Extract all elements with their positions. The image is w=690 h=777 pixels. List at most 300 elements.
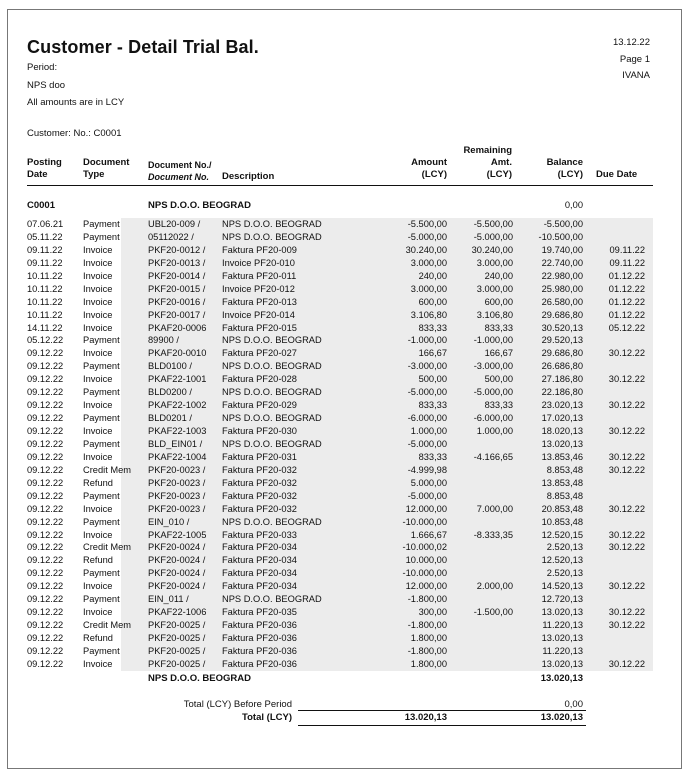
entry-document-type: Invoice xyxy=(83,270,113,281)
table-row xyxy=(27,412,653,425)
entry-amount: 1.000,00 xyxy=(410,426,447,436)
entry-remaining-amount: 7.000,00 xyxy=(476,503,513,514)
entry-description: NPS D.O.O. BEOGRAD xyxy=(222,335,322,346)
entry-description: Faktura PF20-031 xyxy=(222,451,297,462)
entry-description: Invoice PF20-010 xyxy=(222,257,295,268)
table-row xyxy=(27,580,653,593)
entry-document-type: Invoice xyxy=(83,296,113,307)
entry-balance: 12.520,13 xyxy=(541,555,583,566)
entry-amount: -5.000,00 xyxy=(407,231,447,242)
entry-posting-date: 09.12.22 xyxy=(27,581,64,592)
entry-document-no: PKAF20-0006 xyxy=(148,322,207,333)
entry-amount: 833,33 xyxy=(418,451,447,462)
entry-balance: 13.020,13 xyxy=(541,438,583,449)
entry-document-no: PKAF22-1003 xyxy=(148,426,207,436)
entry-amount: 3.000,00 xyxy=(410,283,447,294)
entry-amount: -1.800,00 xyxy=(407,620,447,631)
entry-remaining-amount: 833,33 xyxy=(484,322,513,333)
entry-balance: 26.580,00 xyxy=(541,296,583,307)
entry-balance: 29.520,13 xyxy=(541,335,583,346)
entry-due-date: 05.12.22 xyxy=(608,322,645,333)
entry-amount: 3.000,00 xyxy=(410,257,447,268)
entry-document-no: PKF20-0017 / xyxy=(148,309,206,320)
entry-posting-date: 09.12.22 xyxy=(27,555,64,566)
customer-total-name: NPS D.O.O. BEOGRAD xyxy=(148,673,251,684)
entry-posting-date: 09.12.22 xyxy=(27,451,64,462)
entry-description: Faktura PF20-034 xyxy=(222,555,297,566)
entry-posting-date: 09.12.22 xyxy=(27,633,64,643)
entry-document-type: Payment xyxy=(83,516,120,527)
table-row xyxy=(27,438,653,451)
entry-document-no: PKAF22-1004 xyxy=(148,451,207,462)
entry-posting-date: 09.12.22 xyxy=(27,413,64,424)
entry-posting-date: 09.12.22 xyxy=(27,529,64,540)
entry-balance: 10.853,48 xyxy=(541,516,583,527)
table-row xyxy=(27,322,653,335)
entry-description: Faktura PF20-036 xyxy=(222,620,297,631)
entry-description: NPS D.O.O. BEOGRAD xyxy=(222,231,322,242)
entry-document-type: Refund xyxy=(83,555,113,566)
table-row xyxy=(27,645,653,658)
entry-due-date: 01.12.22 xyxy=(608,270,645,281)
entry-posting-date: 09.12.22 xyxy=(27,594,64,605)
entry-posting-date: 05.11.22 xyxy=(27,231,63,242)
entry-document-type: Invoice xyxy=(83,348,113,359)
entry-balance: 13.020,13 xyxy=(541,607,583,618)
entry-description: NPS D.O.O. BEOGRAD xyxy=(222,438,322,449)
entry-balance: 18.020,13 xyxy=(541,426,583,436)
entry-description: Faktura PF20-033 xyxy=(222,529,297,540)
entry-document-type: Payment xyxy=(83,335,120,346)
table-row xyxy=(27,503,653,516)
entry-posting-date: 05.12.22 xyxy=(27,335,64,346)
entry-document-type: Payment xyxy=(83,568,120,579)
entry-document-type: Payment xyxy=(83,438,120,449)
entry-amount: 1.800,00 xyxy=(410,658,447,669)
total-rule-bottom xyxy=(298,725,586,726)
col-posting-date: Posting Date xyxy=(27,157,62,180)
entry-document-no: BLD_EIN01 / xyxy=(148,438,203,449)
entry-due-date: 30.12.22 xyxy=(608,658,645,669)
table-row xyxy=(27,334,653,347)
table-row xyxy=(27,606,653,619)
entry-document-type: Invoice xyxy=(83,374,113,385)
table-row xyxy=(27,593,653,606)
entry-balance: 30.520,13 xyxy=(541,322,583,333)
entry-due-date: 30.12.22 xyxy=(608,426,645,436)
entry-document-no: PKAF20-0010 xyxy=(148,348,207,359)
entry-due-date: 30.12.22 xyxy=(608,581,645,592)
table-row xyxy=(27,270,653,283)
entry-amount: 600,00 xyxy=(418,296,447,307)
entry-balance: 23.020,13 xyxy=(541,400,583,411)
entry-remaining-amount: -5.500,00 xyxy=(473,219,513,229)
entry-amount: -4.999,98 xyxy=(407,464,447,475)
entry-remaining-amount: -1.500,00 xyxy=(473,607,513,618)
col-amount: Amount (LCY) xyxy=(411,157,447,180)
entry-posting-date: 09.12.22 xyxy=(27,374,64,385)
currency-note: All amounts are in LCY xyxy=(27,97,125,108)
entry-due-date: 01.12.22 xyxy=(608,296,645,307)
table-row xyxy=(27,309,653,322)
entry-description: Faktura PF20-035 xyxy=(222,607,297,618)
table-row xyxy=(27,516,653,529)
company-name: NPS doo xyxy=(27,80,66,91)
entry-amount: -10.000,02 xyxy=(402,542,447,553)
entry-description: Faktura PF20-032 xyxy=(222,477,297,488)
entry-document-type: Payment xyxy=(83,594,120,605)
entry-document-no: EIN_011 / xyxy=(148,594,189,605)
entry-document-no: PKAF22-1001 xyxy=(148,374,207,385)
entry-balance: 8.853,48 xyxy=(546,490,583,501)
entry-remaining-amount: -5.000,00 xyxy=(473,231,513,242)
table-row xyxy=(27,464,653,477)
entry-description: Faktura PF20-036 xyxy=(222,633,297,643)
entry-description: Faktura PF20-036 xyxy=(222,658,297,669)
period-label: Period: xyxy=(27,62,58,73)
entry-document-type: Payment xyxy=(83,645,120,656)
entry-document-type: Invoice xyxy=(83,322,113,333)
entry-document-no: PKF20-0012 / xyxy=(148,244,206,255)
entry-amount: 12.000,00 xyxy=(405,503,447,514)
table-row xyxy=(27,658,653,671)
entry-document-type: Credit Mem xyxy=(83,542,132,553)
entry-due-date: 01.12.22 xyxy=(608,309,645,320)
table-row xyxy=(27,244,653,257)
entry-amount: 30.240,00 xyxy=(405,244,447,255)
entry-amount: -3.000,00 xyxy=(407,361,447,372)
page-number: Page 1 xyxy=(619,54,650,65)
entry-document-no: PKAF22-1005 xyxy=(148,529,207,540)
entry-description: NPS D.O.O. BEOGRAD xyxy=(222,219,322,229)
entry-posting-date: 10.11.22 xyxy=(27,309,63,320)
entry-due-date: 30.12.22 xyxy=(608,542,645,553)
entry-document-no: PKF20-0025 / xyxy=(148,620,206,631)
entry-document-no: PKF20-0023 / xyxy=(148,490,206,501)
entry-posting-date: 09.12.22 xyxy=(27,387,64,398)
entry-document-no: EIN_010 / xyxy=(148,516,190,527)
table-row xyxy=(27,567,653,580)
entry-description: Faktura PF20-032 xyxy=(222,464,297,475)
entry-due-date: 30.12.22 xyxy=(608,503,645,514)
entry-document-no: PKF20-0013 / xyxy=(148,257,206,268)
entry-posting-date: 09.12.22 xyxy=(27,568,64,579)
table-row xyxy=(27,373,653,386)
entry-document-no: UBL20-009 / xyxy=(148,219,201,229)
entry-document-type: Invoice xyxy=(83,451,113,462)
entry-document-type: Credit Mem xyxy=(83,464,132,475)
entry-description: Faktura PF20-032 xyxy=(222,490,297,501)
entry-amount: -10.000,00 xyxy=(402,516,447,527)
entry-document-type: Invoice xyxy=(83,257,113,268)
entry-balance: 13.020,13 xyxy=(541,658,583,669)
entry-posting-date: 10.11.22 xyxy=(27,296,63,307)
entry-amount: -5.000,00 xyxy=(407,387,447,398)
table-row xyxy=(27,360,653,373)
entry-description: NPS D.O.O. BEOGRAD xyxy=(222,516,322,527)
entry-description: NPS D.O.O. BEOGRAD xyxy=(222,594,322,605)
entry-document-no: PKF20-0025 / xyxy=(148,645,206,656)
entry-remaining-amount: -5.000,00 xyxy=(473,387,513,398)
entry-posting-date: 10.11.22 xyxy=(27,270,63,281)
entry-amount: 166,67 xyxy=(418,348,447,359)
entry-due-date: 30.12.22 xyxy=(608,451,645,462)
entry-posting-date: 07.06.21 xyxy=(27,219,64,229)
entry-document-no: PKAF22-1006 xyxy=(148,607,207,618)
entry-posting-date: 09.12.22 xyxy=(27,400,64,411)
col-description: Description xyxy=(222,171,275,182)
entry-amount: -5.500,00 xyxy=(407,219,447,229)
table-row xyxy=(27,296,653,309)
entry-document-type: Invoice xyxy=(83,607,113,618)
entry-amount: 240,00 xyxy=(418,270,447,281)
entry-description: Faktura PF20-034 xyxy=(222,568,297,579)
entry-due-date: 01.12.22 xyxy=(608,283,645,294)
entry-amount: 5.000,00 xyxy=(410,477,447,488)
entry-balance: 25.980,00 xyxy=(541,283,583,294)
entry-balance: 8.853,48 xyxy=(546,464,583,475)
entry-document-type: Invoice xyxy=(83,658,113,669)
entry-document-no: PKF20-0024 / xyxy=(148,555,206,566)
entry-amount: 833,33 xyxy=(418,400,447,411)
entry-document-no: PKAF22-1002 xyxy=(148,400,207,411)
table-row xyxy=(27,477,653,490)
entry-document-type: Invoice xyxy=(83,581,113,592)
entry-balance: 27.186,80 xyxy=(541,374,583,385)
entry-document-no: PKF20-0025 / xyxy=(148,658,206,669)
table-row xyxy=(27,283,653,296)
entry-document-no: PKF20-0024 / xyxy=(148,542,206,553)
entry-remaining-amount: -3.000,00 xyxy=(473,361,513,372)
table-row xyxy=(27,347,653,360)
entry-amount: 12.000,00 xyxy=(405,581,447,592)
table-row xyxy=(27,632,653,645)
entry-document-no: 05112022 / xyxy=(148,231,194,242)
entry-balance: 12.720,13 xyxy=(541,594,583,605)
entry-document-type: Payment xyxy=(83,413,120,424)
entry-amount: 500,00 xyxy=(418,374,447,385)
entry-balance: 13.020,13 xyxy=(541,633,583,643)
entry-description: Faktura PF20-028 xyxy=(222,374,297,385)
entry-document-no: PKF20-0023 / xyxy=(148,503,206,514)
table-row xyxy=(27,399,653,412)
table-row xyxy=(27,490,653,503)
entry-posting-date: 09.12.22 xyxy=(27,658,64,669)
entry-balance: 17.020,13 xyxy=(541,413,583,424)
entry-posting-date: 09.12.22 xyxy=(27,438,64,449)
entry-document-type: Invoice xyxy=(83,309,113,320)
total-balance: 13.020,13 xyxy=(540,712,583,723)
entry-remaining-amount: 3.106,80 xyxy=(476,309,513,320)
entry-remaining-amount: -1.000,00 xyxy=(473,335,513,346)
entry-posting-date: 09.12.22 xyxy=(27,503,64,514)
customer-name: NPS D.O.O. BEOGRAD xyxy=(148,200,251,211)
entry-description: Faktura PF20-034 xyxy=(222,581,297,592)
entry-posting-date: 10.11.22 xyxy=(27,283,63,294)
entry-description: Faktura PF20-009 xyxy=(222,244,297,255)
entry-description: Faktura PF20-030 xyxy=(222,426,297,436)
entry-remaining-amount: 500,00 xyxy=(484,374,513,385)
entry-balance: 12.520,15 xyxy=(541,529,583,540)
entry-due-date: 30.12.22 xyxy=(608,348,645,359)
table-row xyxy=(27,218,653,231)
entry-document-type: Refund xyxy=(83,633,113,643)
entry-balance: 11.220,13 xyxy=(542,645,583,656)
entry-due-date: 30.12.22 xyxy=(608,620,645,631)
entry-remaining-amount: 30.240,00 xyxy=(471,244,513,255)
entries-table xyxy=(27,218,653,671)
entry-document-type: Payment xyxy=(83,219,120,229)
entry-posting-date: 09.12.22 xyxy=(27,620,64,631)
entry-balance: 26.686,80 xyxy=(541,361,583,372)
entry-description: NPS D.O.O. BEOGRAD xyxy=(222,413,322,424)
total-label: Total (LCY) xyxy=(242,712,292,723)
entry-description: Faktura PF20-015 xyxy=(222,322,297,333)
entry-amount: -10.000,00 xyxy=(402,568,447,579)
col-document-type: Document Type xyxy=(83,157,130,180)
entry-document-no: BLD0200 / xyxy=(148,387,192,398)
entry-amount: -1.800,00 xyxy=(407,594,447,605)
col-document-no: Document No./ Document No. xyxy=(148,160,212,182)
table-row xyxy=(27,541,653,554)
entry-balance: 2.520,13 xyxy=(546,568,583,579)
entry-document-type: Invoice xyxy=(83,426,113,436)
entry-document-type: Invoice xyxy=(83,529,113,540)
entry-amount: -5.000,00 xyxy=(407,438,447,449)
entry-posting-date: 09.11.22 xyxy=(27,257,63,268)
entry-description: Faktura PF20-032 xyxy=(222,503,297,514)
entry-posting-date: 09.12.22 xyxy=(27,542,64,553)
entry-description: Invoice PF20-014 xyxy=(222,309,295,320)
entry-remaining-amount: -8.333,35 xyxy=(473,529,513,540)
entry-document-type: Invoice xyxy=(83,283,113,294)
entry-balance: 11.220,13 xyxy=(542,620,583,631)
entry-balance: 13.853,46 xyxy=(541,451,583,462)
entry-posting-date: 09.12.22 xyxy=(27,464,64,475)
entry-document-no: PKF20-0023 / xyxy=(148,477,206,488)
entry-document-type: Invoice xyxy=(83,400,113,411)
entry-document-no: 89900 / xyxy=(148,335,180,346)
entry-description: NPS D.O.O. BEOGRAD xyxy=(222,387,322,398)
customer-filter: Customer: No.: C0001 xyxy=(27,128,122,139)
entry-due-date: 30.12.22 xyxy=(608,529,645,540)
col-balance: Balance (LCY) xyxy=(546,157,583,180)
entry-remaining-amount: 2.000,00 xyxy=(476,581,513,592)
entry-document-no: PKF20-0025 / xyxy=(148,633,206,643)
entry-posting-date: 14.11.22 xyxy=(27,322,63,333)
entry-document-no: PKF20-0014 / xyxy=(148,270,206,281)
entry-balance: 22.980,00 xyxy=(541,270,583,281)
entry-balance: 13.853,48 xyxy=(541,477,583,488)
opening-balance: 0,00 xyxy=(564,200,583,210)
entry-posting-date: 09.12.22 xyxy=(27,426,64,436)
table-row xyxy=(27,257,653,270)
entry-amount: 300,00 xyxy=(418,607,447,618)
report-title: Customer - Detail Trial Bal. xyxy=(27,37,259,57)
report-date: 13.12.22 xyxy=(613,37,650,48)
entry-amount: 1.800,00 xyxy=(410,633,447,643)
total-amount: 13.020,13 xyxy=(404,712,447,723)
customer-no: C0001 xyxy=(27,200,55,211)
entry-description: Faktura PF20-027 xyxy=(222,348,297,359)
entry-remaining-amount: 1.000,00 xyxy=(476,426,513,436)
entry-amount: 10.000,00 xyxy=(405,555,447,566)
entry-remaining-amount: 833,33 xyxy=(484,400,513,411)
entry-due-date: 09.11.22 xyxy=(609,257,645,268)
entry-document-no: PKF20-0023 / xyxy=(148,464,206,475)
entry-balance: 29.686,80 xyxy=(541,348,583,359)
entry-amount: -5.000,00 xyxy=(407,490,447,501)
entry-document-type: Payment xyxy=(83,361,120,372)
entry-posting-date: 09.11.22 xyxy=(27,244,63,255)
entry-remaining-amount: 3.000,00 xyxy=(476,257,513,268)
entry-amount: 833,33 xyxy=(418,322,447,333)
entry-due-date: 30.12.22 xyxy=(608,607,645,618)
table-row xyxy=(27,529,653,542)
entry-amount: -6.000,00 xyxy=(407,413,447,424)
entry-balance: 20.853,48 xyxy=(541,503,583,514)
entry-document-type: Refund xyxy=(83,477,113,488)
entry-description: Faktura PF20-029 xyxy=(222,400,297,411)
entry-remaining-amount: 3.000,00 xyxy=(476,283,513,294)
customer-total-balance: 13.020,13 xyxy=(540,673,583,684)
entry-amount: 1.666,67 xyxy=(410,529,447,540)
table-row xyxy=(27,451,653,464)
entry-remaining-amount: 240,00 xyxy=(484,270,513,281)
entry-document-type: Payment xyxy=(83,490,120,501)
entry-due-date: 30.12.22 xyxy=(608,374,645,385)
entry-description: Faktura PF20-011 xyxy=(222,270,297,281)
entry-document-type: Payment xyxy=(83,387,120,398)
total-rule-top xyxy=(298,710,586,711)
entry-posting-date: 09.12.22 xyxy=(27,607,64,618)
entry-balance: 22.740,00 xyxy=(541,257,583,268)
entry-posting-date: 09.12.22 xyxy=(27,645,64,656)
entry-document-no: PKF20-0024 / xyxy=(148,581,206,592)
table-row xyxy=(27,231,653,244)
table-row xyxy=(27,425,653,438)
entry-description: Invoice PF20-012 xyxy=(222,283,295,294)
entry-document-type: Invoice xyxy=(83,503,113,514)
entry-balance: -10.500,00 xyxy=(538,231,583,242)
col-remaining: Remaining Amt. (LCY) xyxy=(463,145,512,180)
table-row xyxy=(27,386,653,399)
entry-description: Faktura PF20-036 xyxy=(222,645,297,656)
entry-document-no: PKF20-0015 / xyxy=(148,283,206,294)
entry-remaining-amount: -6.000,00 xyxy=(473,413,513,424)
entry-document-no: BLD0100 / xyxy=(148,361,192,372)
entry-posting-date: 09.12.22 xyxy=(27,361,64,372)
entry-balance: -5.500,00 xyxy=(543,219,583,229)
entry-document-no: BLD0201 / xyxy=(148,413,192,424)
entry-due-date: 30.12.22 xyxy=(608,464,645,475)
table-row xyxy=(27,619,653,632)
entry-balance: 29.686,80 xyxy=(541,309,583,320)
before-period-balance: 0,00 xyxy=(564,699,583,710)
entry-amount: -1.000,00 xyxy=(407,335,447,346)
entry-balance: 2.520,13 xyxy=(546,542,583,553)
header-rule xyxy=(27,185,653,186)
entry-remaining-amount: -4.166,65 xyxy=(473,451,513,462)
entry-due-date: 30.12.22 xyxy=(608,400,645,411)
entry-posting-date: 09.12.22 xyxy=(27,490,64,501)
entry-document-type: Payment xyxy=(83,231,120,242)
entry-description: Faktura PF20-013 xyxy=(222,296,297,307)
entry-document-type: Invoice xyxy=(83,244,113,255)
col-due-date: Due Date xyxy=(596,169,638,180)
entry-remaining-amount: 600,00 xyxy=(484,296,513,307)
entry-balance: 14.520,13 xyxy=(541,581,583,592)
